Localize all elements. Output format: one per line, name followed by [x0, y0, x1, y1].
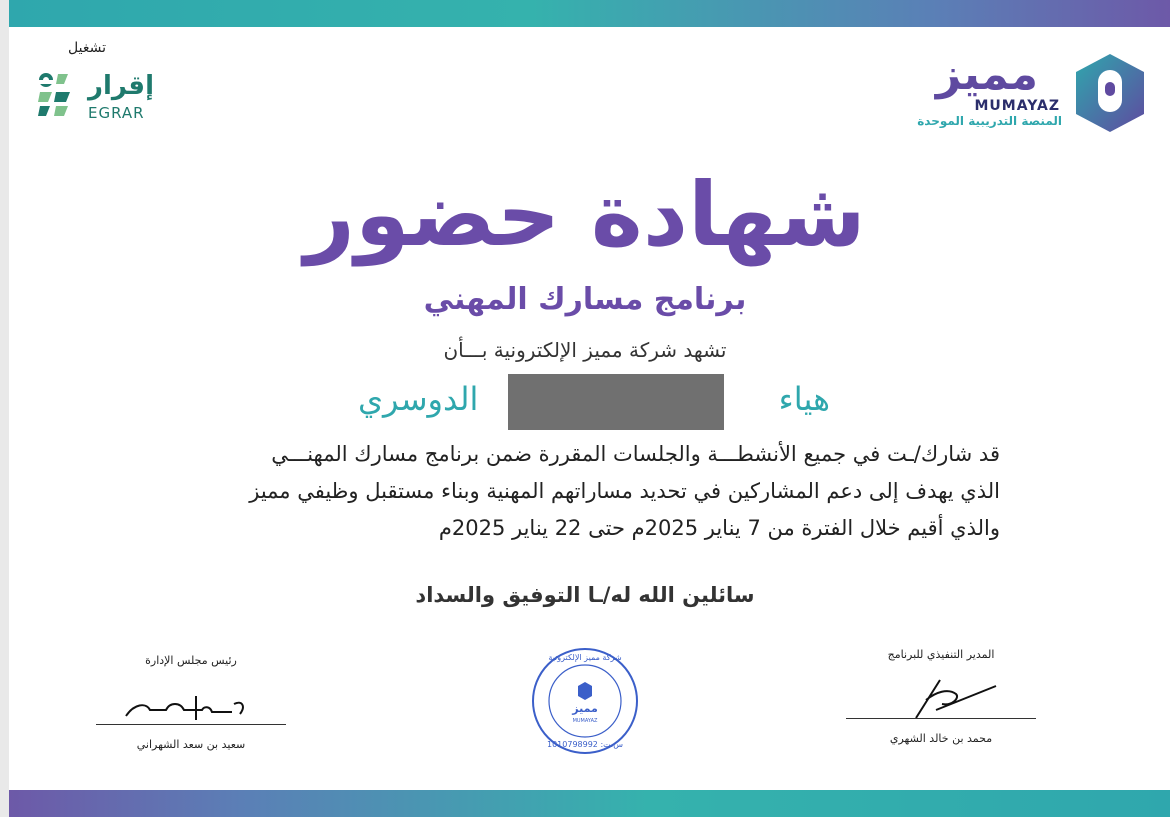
signature-line [96, 724, 286, 725]
signature-name: محمد بن خالد الشهري [889, 732, 993, 745]
company-stamp [530, 646, 640, 756]
run-label: تشغيل [68, 40, 106, 56]
stamp-cr-number: س.ت: 1010798992 [547, 740, 623, 749]
page-edge [0, 0, 9, 817]
stamp-company-name: شركة مميز الإلكترونية [548, 653, 622, 662]
signature-title: المدير التنفيذي للبرنامج [887, 648, 995, 661]
mumayaz-tagline: المنصة التدريبية الموحدة [917, 114, 1062, 128]
signature-title: رئيس مجلس الإدارة [145, 654, 237, 667]
body-line: الذي يهدف إلى دعم المشاركين في تحديد مساراتهم المهنية وبناء مستقبل وظيفي مميز [249, 479, 1000, 503]
mumayaz-arabic-name: مميز [935, 49, 1038, 100]
body-line: قد شارك/ـت في جميع الأنشطـــة والجلسات المقررة ضمن برنامج مسارك المهنـــي [271, 442, 1000, 466]
signature-executive-director [846, 648, 1036, 758]
stamp-brand: مميز [572, 702, 598, 715]
egrar-english-name: EGRAR [88, 104, 145, 122]
stamp-brand-en: MUMAYAZ [572, 718, 598, 724]
recipient-first-name: هياء [778, 380, 830, 418]
signature-scribble [106, 676, 276, 728]
egrar-arabic-name: إقرار [88, 71, 154, 101]
body-line: والذي أقيم خلال الفترة من 7 يناير 2025م حتى 22 يناير 2025م [438, 516, 1000, 540]
closing-wish: سائلين الله له/ـا التوفيق والسداد [415, 583, 755, 607]
certificate-body [160, 436, 1000, 547]
redaction-box [508, 374, 724, 430]
recipient-name [340, 380, 830, 426]
signature-board-chairman [96, 654, 286, 764]
signature-line [846, 718, 1036, 719]
signature-scribble [856, 670, 1026, 722]
certificate-title: شهادة حضور [304, 163, 866, 266]
mumayaz-english-name: MUMAYAZ [974, 98, 1060, 114]
recipient-last-name: الدوسري [358, 380, 479, 418]
top-gradient-bar [9, 0, 1170, 27]
mumayaz-logo [888, 48, 1148, 138]
bottom-gradient-bar [9, 790, 1170, 817]
program-name: برنامج مسارك المهني [423, 282, 747, 317]
certificate-intro: تشهد شركة مميز الإلكترونية بـــأن [443, 338, 727, 362]
mumayaz-mark-icon [1072, 52, 1148, 134]
signature-name: سعيد بن سعد الشهراني [136, 738, 246, 751]
